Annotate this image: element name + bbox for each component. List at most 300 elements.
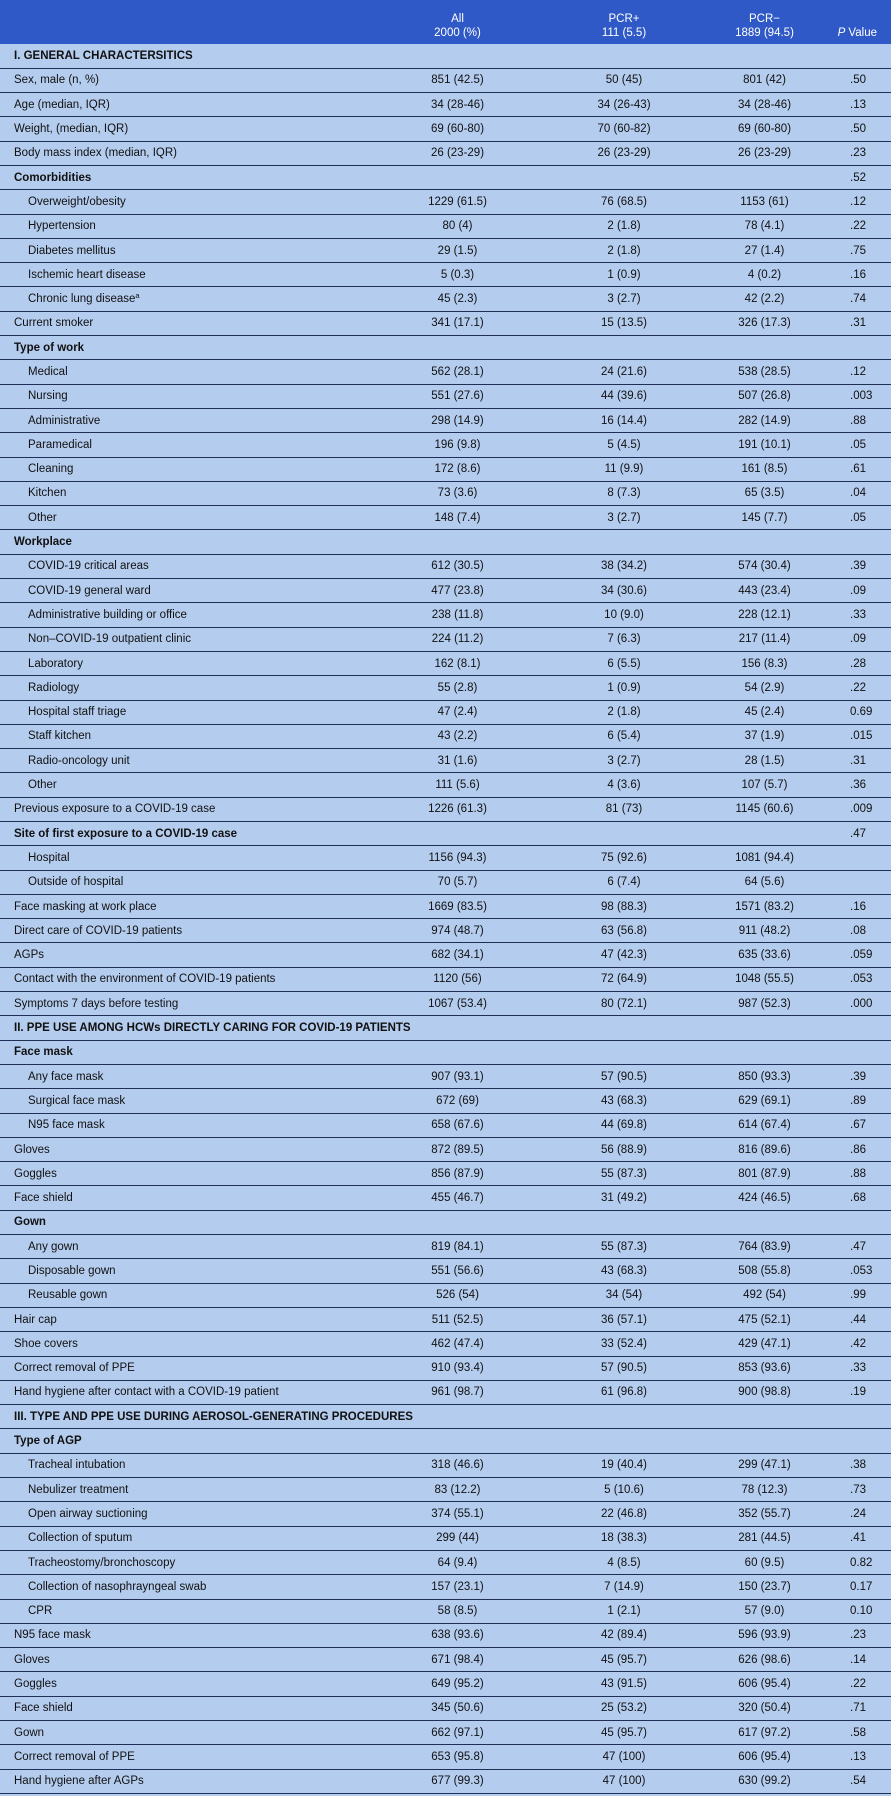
cell-p-value: .89	[850, 1094, 866, 1107]
cell-p-value: .000	[850, 997, 873, 1010]
cell-all: 70 (5.7)	[437, 876, 478, 889]
cell-p-value: .71	[850, 1702, 866, 1715]
cell-p-value: .12	[850, 195, 866, 208]
cell-pcr-positive: 16 (14.4)	[600, 414, 648, 427]
row-label-text: Contact with the environment of COVID-19 patients	[14, 973, 276, 986]
cell-p-value: .16	[850, 900, 866, 913]
group-row	[0, 530, 891, 554]
cell-p-value: .13	[850, 1750, 866, 1763]
table-row	[0, 919, 891, 943]
cell-p-value: .58	[850, 1726, 866, 1739]
row-label	[0, 141, 370, 165]
cell-pcr-negative: 617 (97.2)	[738, 1726, 791, 1739]
cell-pcr-negative: 42 (2.2)	[744, 293, 785, 306]
cell-pcr-positive: 57 (90.5)	[600, 1362, 648, 1375]
table-row	[0, 384, 891, 408]
row-label	[0, 44, 891, 68]
table-row	[0, 1623, 891, 1647]
header-all	[370, 0, 545, 44]
row-label-text: Current smoker	[14, 317, 94, 330]
cell-p-value: .04	[850, 487, 866, 500]
row-label	[0, 1040, 370, 1064]
row-label	[0, 992, 370, 1016]
row-label-text: Nursing	[28, 390, 68, 403]
row-label-text: Overweight/obesity	[28, 195, 126, 208]
table-row	[0, 603, 891, 627]
cell-all: 31 (1.6)	[437, 754, 478, 767]
cell-all: 47 (2.4)	[437, 706, 478, 719]
cell-pcr-positive: 45 (95.7)	[600, 1726, 648, 1739]
cell-pcr-negative: 574 (30.4)	[738, 560, 791, 573]
cell-p-value: .75	[850, 244, 866, 257]
row-label	[0, 1478, 370, 1502]
row-label	[0, 1235, 370, 1259]
cell-p-value: .24	[850, 1507, 866, 1520]
cell-all: 907 (93.1)	[431, 1070, 484, 1083]
row-label	[0, 1623, 370, 1647]
cell-pcr-positive: 19 (40.4)	[600, 1459, 648, 1472]
cell-all: 662 (97.1)	[431, 1726, 484, 1739]
cell-pcr-positive: 98 (88.3)	[600, 900, 648, 913]
cell-all: 1669 (83.5)	[428, 900, 487, 913]
cell-p-value	[826, 336, 891, 360]
cell-pcr-negative: 352 (55.7)	[738, 1507, 791, 1520]
cell-p-value: .74	[850, 293, 866, 306]
cell-pcr-negative: 816 (89.6)	[738, 1143, 791, 1156]
cell-pcr-negative	[703, 822, 826, 846]
cell-all: 80 (4)	[442, 220, 473, 233]
row-label-text: Open airway suctioning	[28, 1507, 148, 1520]
cell-pcr-positive: 6 (5.4)	[607, 730, 641, 743]
cell-p-value	[826, 1040, 891, 1064]
table-row	[0, 627, 891, 651]
table-row	[0, 967, 891, 991]
cell-pcr-negative: 217 (11.4)	[738, 633, 791, 646]
row-label	[0, 797, 370, 821]
table-row	[0, 1769, 891, 1793]
cell-p-value: .22	[850, 1678, 866, 1691]
cell-p-value: .88	[850, 414, 866, 427]
table-row	[0, 1186, 891, 1210]
table-row	[0, 190, 891, 214]
cell-all: 649 (95.2)	[431, 1678, 484, 1691]
header-all-title: All	[451, 13, 464, 25]
cell-all: 64 (9.4)	[437, 1556, 478, 1569]
cell-all: 562 (28.1)	[431, 366, 484, 378]
cell-pcr-positive: 31 (49.2)	[600, 1192, 648, 1205]
cell-all: 341 (17.1)	[431, 317, 484, 330]
table-row	[0, 1696, 891, 1720]
table-row	[0, 870, 891, 894]
cell-p-value	[826, 1210, 891, 1234]
cell-pcr-negative: 4 (0.2)	[747, 268, 782, 281]
row-label-text: Body mass index (median, IQR)	[14, 147, 177, 160]
row-label-text: Non–COVID-19 outpatient clinic	[28, 633, 191, 646]
table-row	[0, 724, 891, 748]
cell-p-value: .42	[850, 1337, 866, 1350]
row-label	[0, 1696, 370, 1720]
cell-pcr-positive: 56 (88.9)	[600, 1143, 648, 1156]
cell-pcr-negative: 443 (23.4)	[738, 584, 791, 597]
cell-pcr-positive: 1 (0.9)	[607, 681, 641, 694]
cell-pcr-negative: 606 (95.4)	[738, 1750, 791, 1763]
cell-all: 551 (56.6)	[431, 1264, 484, 1277]
cell-pcr-negative: 900 (98.8)	[738, 1386, 791, 1399]
row-label	[0, 530, 370, 554]
cell-pcr-negative: 45 (2.4)	[744, 706, 785, 719]
cell-pcr-negative: 538 (28.5)	[738, 366, 791, 378]
cell-pcr-negative: 37 (1.9)	[744, 730, 785, 743]
row-label	[0, 68, 370, 92]
row-label	[0, 93, 370, 117]
row-label	[0, 1648, 370, 1672]
table-row	[0, 1332, 891, 1356]
cell-pcr-positive: 47 (100)	[602, 1775, 646, 1788]
cell-pcr-negative: 54 (2.9)	[744, 681, 785, 694]
cell-pcr-negative: 156 (8.3)	[741, 657, 788, 670]
row-label	[0, 627, 370, 651]
cell-pcr-negative	[703, 165, 826, 189]
cell-pcr-positive: 5 (10.6)	[604, 1483, 644, 1496]
cell-all: 5 (0.3)	[440, 268, 475, 281]
cell-p-value	[826, 846, 891, 870]
table-row	[0, 1550, 891, 1574]
table-row	[0, 1307, 891, 1331]
table-row	[0, 1575, 891, 1599]
row-label	[0, 579, 370, 603]
cell-pcr-positive: 34 (30.6)	[600, 584, 648, 597]
table-row	[0, 943, 891, 967]
cell-pcr-negative	[703, 336, 826, 360]
row-label-text: COVID-19 critical areas	[28, 560, 149, 573]
header-label-col	[0, 0, 370, 44]
row-label-text: Any face mask	[28, 1070, 104, 1083]
row-label-text: Hospital staff triage	[28, 706, 127, 719]
row-label-text: Kitchen	[28, 487, 67, 500]
cell-all	[370, 165, 545, 189]
row-label-text: II. PPE USE AMONG HCWs DIRECTLY CARING FOR COVID-19 PATIENTS	[14, 1022, 411, 1035]
cell-pcr-positive: 2 (1.8)	[607, 706, 641, 719]
row-label-text: Chronic lung disease	[28, 293, 136, 306]
cell-pcr-negative: 60 (9.5)	[744, 1556, 785, 1569]
cell-p-value: .009	[850, 803, 873, 816]
row-label-text: Hospital	[28, 851, 70, 864]
cell-all: 1067 (53.4)	[428, 997, 487, 1010]
cell-pcr-positive: 7 (6.3)	[607, 633, 641, 646]
table-row	[0, 676, 891, 700]
cell-pcr-negative: 326 (17.3)	[738, 317, 791, 330]
cell-all: 638 (93.6)	[431, 1629, 484, 1642]
cell-pcr-positive: 24 (21.6)	[600, 366, 648, 378]
cell-all: 1156 (94.3)	[428, 851, 487, 864]
cell-pcr-positive: 50 (45)	[605, 74, 643, 87]
row-label	[0, 1016, 891, 1040]
cell-all: 1226 (61.3)	[428, 803, 487, 816]
row-label	[0, 336, 370, 360]
row-label	[0, 870, 370, 894]
row-label-text: Other	[28, 779, 57, 792]
cell-pcr-positive: 10 (9.0)	[604, 608, 644, 621]
cell-p-value: .39	[850, 560, 866, 573]
row-label	[0, 1259, 370, 1283]
cell-all: 111 (5.6)	[435, 779, 480, 792]
cell-p-value: .44	[850, 1313, 866, 1326]
cell-pcr-negative: 850 (93.3)	[738, 1070, 791, 1083]
row-label-text: Any gown	[28, 1240, 79, 1253]
row-label	[0, 894, 370, 918]
header-pcr-negative-title: PCR−	[749, 13, 780, 25]
cell-p-value: .28	[850, 657, 866, 670]
cell-pcr-positive: 25 (53.2)	[600, 1702, 648, 1715]
cell-pcr-positive: 11 (9.9)	[604, 463, 644, 476]
row-label-text: Collection of nasophrayngeal swab	[28, 1580, 207, 1593]
row-label-text: Surgical face mask	[28, 1094, 126, 1107]
cell-p-value: .50	[850, 74, 866, 87]
cell-pcr-negative: 64 (5.6)	[744, 876, 785, 889]
table-row	[0, 1137, 891, 1161]
cell-all: 374 (55.1)	[431, 1507, 484, 1520]
cell-pcr-negative: 801 (87.9)	[738, 1167, 791, 1180]
row-label-text: Diabetes mellitus	[28, 244, 116, 257]
table-row	[0, 651, 891, 675]
cell-all: 612 (30.5)	[431, 560, 484, 573]
cell-all	[370, 530, 545, 554]
cell-all: 55 (2.8)	[437, 681, 478, 694]
row-label-text: Hypertension	[28, 220, 96, 233]
table-body	[0, 44, 891, 1793]
table-row	[0, 1356, 891, 1380]
row-label	[0, 457, 370, 481]
cell-p-value: .67	[850, 1119, 866, 1132]
cell-all	[370, 822, 545, 846]
row-label-text: Staff kitchen	[28, 730, 92, 743]
cell-all: 872 (89.5)	[431, 1143, 484, 1156]
cell-p-value: .05	[850, 511, 866, 524]
row-label-text: Outside of hospital	[28, 876, 124, 889]
cell-pcr-negative: 606 (95.4)	[738, 1678, 791, 1691]
cell-pcr-negative: 1145 (60.6)	[735, 803, 794, 816]
row-label	[0, 433, 370, 457]
row-label-text: Correct removal of PPE	[14, 1362, 135, 1375]
table-row	[0, 481, 891, 505]
group-row	[0, 336, 891, 360]
row-label	[0, 1575, 370, 1599]
cell-pcr-positive	[545, 1040, 703, 1064]
cell-pcr-positive: 2 (1.8)	[607, 244, 641, 257]
row-label-text: Hair cap	[14, 1313, 57, 1326]
cell-all: 238 (11.8)	[431, 608, 484, 621]
row-label-text: Type of AGP	[14, 1435, 82, 1448]
cell-p-value: .12	[850, 366, 866, 378]
cell-pcr-positive: 45 (95.7)	[600, 1653, 648, 1666]
row-label-text: CPR	[28, 1605, 53, 1618]
table-row	[0, 1064, 891, 1088]
cell-pcr-negative: 987 (52.3)	[738, 997, 791, 1010]
row-label	[0, 117, 370, 141]
cell-p-value: .31	[850, 317, 866, 330]
cell-all: 551 (27.6)	[431, 390, 484, 403]
row-label-text: Workplace	[14, 536, 72, 549]
table-row	[0, 1113, 891, 1137]
row-label-text: N95 face mask	[28, 1119, 105, 1132]
row-label-text: Paramedical	[28, 438, 92, 451]
cell-all: 677 (99.3)	[431, 1775, 484, 1788]
cell-pcr-negative: 150 (23.7)	[738, 1580, 791, 1593]
cell-pcr-positive: 33 (52.4)	[600, 1337, 648, 1350]
cell-pcr-positive: 36 (57.1)	[600, 1313, 648, 1326]
cell-all: 345 (50.6)	[431, 1702, 484, 1715]
table-row	[0, 846, 891, 870]
cell-pcr-negative: 161 (8.5)	[741, 463, 788, 476]
cell-pcr-negative: 57 (9.0)	[744, 1605, 785, 1618]
cell-p-value	[826, 1429, 891, 1453]
cell-pcr-negative: 424 (46.5)	[738, 1192, 791, 1205]
row-label-text: Gloves	[14, 1653, 50, 1666]
table-row	[0, 1453, 891, 1477]
cell-pcr-positive: 55 (87.3)	[600, 1167, 648, 1180]
row-label-text: I. GENERAL CHARACTERSITICS	[14, 49, 193, 62]
cell-pcr-negative: 281 (44.5)	[738, 1532, 791, 1545]
cell-all: 511 (52.5)	[431, 1313, 484, 1326]
row-label-text: Symptoms 7 days before testing	[14, 997, 179, 1010]
table-row	[0, 773, 891, 797]
cell-pcr-positive: 63 (56.8)	[600, 924, 648, 937]
row-label-text: Shoe covers	[14, 1337, 78, 1350]
cell-p-value: .053	[850, 973, 873, 986]
row-label-text: Laboratory	[28, 657, 83, 670]
cell-pcr-negative: 853 (93.6)	[738, 1362, 791, 1375]
cell-all: 455 (46.7)	[431, 1192, 484, 1205]
cell-pcr-negative	[703, 1040, 826, 1064]
row-label	[0, 1210, 370, 1234]
cell-pcr-positive: 18 (38.3)	[600, 1532, 648, 1545]
table-row	[0, 238, 891, 262]
cell-pcr-positive: 3 (2.7)	[607, 754, 641, 767]
cell-pcr-positive: 5 (4.5)	[607, 438, 641, 451]
cell-pcr-positive: 61 (96.8)	[600, 1386, 648, 1399]
row-label-text: Ischemic heart disease	[28, 268, 146, 281]
cell-pcr-positive: 38 (34.2)	[600, 560, 648, 573]
cell-pcr-positive: 7 (14.9)	[604, 1580, 644, 1593]
table-row	[0, 1478, 891, 1502]
cell-pcr-positive: 72 (64.9)	[600, 973, 648, 986]
cell-pcr-negative: 145 (7.7)	[741, 511, 788, 524]
table-row	[0, 1162, 891, 1186]
row-label-text: Administrative building or office	[28, 608, 187, 621]
cell-p-value: .86	[850, 1143, 866, 1156]
row-label-text: COVID-19 general ward	[28, 584, 151, 597]
cell-p-value: .22	[850, 681, 866, 694]
cell-pcr-negative: 801 (42)	[743, 74, 786, 87]
cell-pcr-positive: 1 (2.1)	[607, 1605, 641, 1618]
cell-pcr-positive: 76 (68.5)	[600, 195, 648, 208]
cell-pcr-positive: 4 (8.5)	[607, 1556, 641, 1569]
header-pcr-negative-n: 1889 (94.5)	[735, 27, 794, 39]
cell-pcr-positive: 70 (60-82)	[597, 123, 651, 136]
cell-pcr-positive: 43 (68.3)	[600, 1264, 648, 1277]
row-label	[0, 1405, 891, 1429]
row-label-text: Medical	[28, 366, 68, 378]
cell-pcr-positive: 47 (100)	[602, 1750, 646, 1763]
row-label	[0, 1356, 370, 1380]
row-label-text: Reusable gown	[28, 1289, 108, 1302]
cell-pcr-positive: 43 (68.3)	[600, 1094, 648, 1107]
row-label-text: Face shield	[14, 1192, 73, 1205]
row-label	[0, 238, 370, 262]
row-label	[0, 1672, 370, 1696]
cell-pcr-negative: 228 (12.1)	[738, 608, 791, 621]
table-row	[0, 1235, 891, 1259]
table-row	[0, 360, 891, 384]
cell-all: 819 (84.1)	[431, 1240, 484, 1253]
row-label-text: Site of first exposure to a COVID-19 case	[14, 827, 238, 840]
cell-pcr-positive: 22 (46.8)	[600, 1507, 648, 1520]
row-label-text: AGPs	[14, 949, 45, 962]
row-label	[0, 943, 370, 967]
cell-pcr-negative: 34 (28-46)	[737, 98, 792, 111]
table-row	[0, 263, 891, 287]
cell-all: 224 (11.2)	[431, 633, 484, 646]
cell-pcr-negative: 27 (1.4)	[744, 244, 785, 257]
table-row	[0, 408, 891, 432]
cell-pcr-positive: 2 (1.8)	[607, 220, 641, 233]
cell-all: 653 (95.8)	[431, 1750, 484, 1763]
cell-pcr-negative: 507 (26.8)	[738, 390, 791, 403]
cell-pcr-negative: 614 (67.4)	[738, 1119, 791, 1132]
cell-all: 462 (47.4)	[431, 1337, 484, 1350]
cell-p-value: 0.69	[850, 706, 873, 719]
cell-p-value: .22	[850, 220, 866, 233]
cell-pcr-negative: 626 (98.6)	[738, 1653, 791, 1666]
row-label	[0, 214, 370, 238]
cell-all: 1120 (56)	[433, 973, 482, 986]
row-label-text: Face masking at work place	[14, 900, 157, 913]
row-label-text: Direct care of COVID-19 patients	[14, 924, 183, 937]
group-row	[0, 165, 891, 189]
cell-pcr-positive: 80 (72.1)	[600, 997, 648, 1010]
cell-all: 43 (2.2)	[437, 730, 478, 743]
cell-pcr-negative: 1048 (55.5)	[735, 973, 794, 986]
row-label-text: Type of work	[14, 341, 85, 354]
row-label-text: Other	[28, 511, 57, 524]
cell-pcr-negative	[703, 1429, 826, 1453]
group-row	[0, 1429, 891, 1453]
row-label-text: Gown	[14, 1216, 46, 1229]
cell-all	[370, 336, 545, 360]
row-label	[0, 1720, 370, 1744]
cell-pcr-negative: 475 (52.1)	[738, 1313, 791, 1326]
row-label	[0, 506, 370, 530]
cell-pcr-negative: 69 (60-80)	[737, 123, 792, 136]
row-label-text: Gown	[14, 1726, 45, 1739]
cell-pcr-negative	[703, 530, 826, 554]
row-label	[0, 360, 370, 384]
cell-pcr-positive	[545, 1210, 703, 1234]
cell-pcr-negative: 28 (1.5)	[744, 754, 785, 767]
cell-pcr-negative: 764 (83.9)	[738, 1240, 791, 1253]
cell-pcr-positive: 6 (7.4)	[607, 876, 641, 889]
cell-pcr-positive: 75 (92.6)	[600, 851, 648, 864]
table-row	[0, 117, 891, 141]
cell-p-value: 0.10	[850, 1605, 873, 1618]
table-row	[0, 457, 891, 481]
group-row	[0, 1040, 891, 1064]
cell-all: 69 (60-80)	[430, 123, 485, 136]
row-label-text: Face shield	[14, 1702, 73, 1715]
row-label-text: Radio-oncology unit	[28, 754, 130, 767]
cell-p-value: .61	[850, 463, 866, 476]
cell-pcr-positive: 3 (2.7)	[607, 293, 641, 306]
